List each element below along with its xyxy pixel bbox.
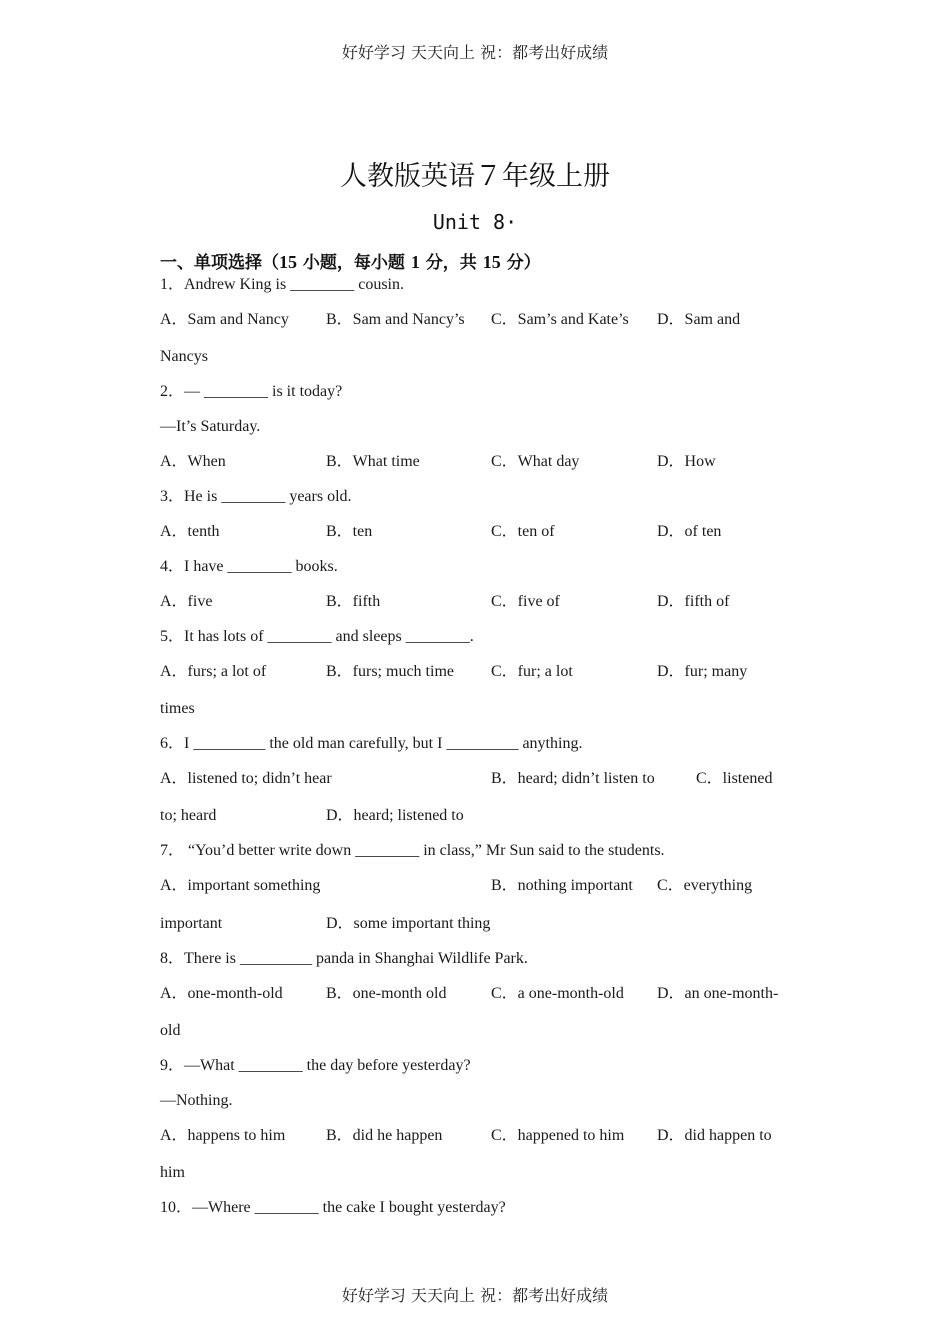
- q5-option-d-cont: times: [160, 700, 195, 717]
- q4-option-a: A．five: [160, 593, 213, 610]
- question-9: 9．—What ________ the day before yesterday?: [160, 1057, 471, 1074]
- q2-response: —It’s Saturday.: [160, 418, 261, 435]
- q9-option-a: A．happens to him: [160, 1127, 286, 1144]
- q9-option-d: D．did happen to: [657, 1127, 772, 1144]
- q2-option-a: A．When: [160, 453, 226, 470]
- question-8: 8．There is _________ panda in Shanghai Wildlife Park.: [160, 950, 528, 967]
- q5-option-a: A．furs; a lot of: [160, 663, 267, 680]
- q6-option-b: B．heard; didn’t listen to: [491, 770, 655, 787]
- q2-option-d: D．How: [657, 453, 716, 470]
- q2-option-c: C．What day: [491, 453, 580, 470]
- q3-option-b: B．ten: [326, 523, 373, 540]
- question-2: 2．— ________ is it today?: [160, 383, 343, 400]
- q8-option-a: A．one-month-old: [160, 985, 283, 1002]
- q2-option-b: B．What time: [326, 453, 420, 470]
- question-4: 4．I have ________ books.: [160, 558, 338, 575]
- page-header: 好好学习 天天向上 祝：都考出好成绩: [341, 43, 609, 62]
- question-1: 1．Andrew King is ________ cousin.: [160, 276, 404, 293]
- q9-option-d-cont: him: [160, 1164, 185, 1181]
- q1-option-a: A．Sam and Nancy: [160, 311, 289, 328]
- q7-option-a: A．important something: [160, 877, 321, 894]
- q3-option-c: C．ten of: [491, 523, 555, 540]
- q7-option-c: C．everything: [657, 877, 753, 894]
- section-count: 15: [279, 252, 297, 272]
- q6-option-d: D．heard; listened to: [326, 807, 464, 824]
- q8-option-b: B．one-month old: [326, 985, 447, 1002]
- q3-option-d: D．of ten: [657, 523, 722, 540]
- section-total: 15: [482, 252, 501, 272]
- q7-option-c-cont: important: [160, 915, 223, 932]
- q7-option-b: B．nothing important: [491, 877, 633, 894]
- unit-subtitle: Unit 8·: [432, 210, 518, 234]
- q9-option-c: C．happened to him: [491, 1127, 625, 1144]
- question-7: 7． “You’d better write down ________ in class,” Mr Sun said to the students.: [160, 842, 665, 859]
- q8-option-d: D．an one-month-: [657, 985, 779, 1002]
- q1-option-d-cont: Nancys: [160, 348, 208, 365]
- question-10: 10．—Where ________ the cake I bought yesterday?: [160, 1199, 506, 1216]
- page-footer: 好好学习 天天向上 祝：都考出好成绩: [341, 1286, 609, 1305]
- question-3: 3．He is ________ years old.: [160, 488, 352, 505]
- section-heading: [160, 248, 541, 273]
- section-mid1: 小题，每小题: [297, 253, 411, 273]
- q8-option-c: C．a one-month-old: [491, 985, 624, 1002]
- q4-option-c: C．five of: [491, 593, 560, 610]
- q1-option-c: C．Sam’s and Kate’s: [491, 311, 629, 328]
- q3-option-a: A．tenth: [160, 523, 220, 540]
- q1-option-b: B．Sam and Nancy’s: [326, 311, 465, 328]
- question-6: 6．I _________ the old man carefully, but I _________ anything.: [160, 735, 583, 752]
- q5-option-c: C．fur; a lot: [491, 663, 573, 680]
- section-points-each: 1: [410, 252, 420, 272]
- q6-option-c: C．listened: [696, 770, 773, 787]
- document-title: 人教版英语７年级上册: [340, 161, 610, 192]
- q5-option-d: D．fur; many: [657, 663, 748, 680]
- q1-option-d: D．Sam and: [657, 311, 741, 328]
- q7-option-d: D．some important thing: [326, 915, 491, 932]
- section-prefix: 一、单项选择（: [160, 253, 279, 273]
- q4-option-d: D．fifth of: [657, 593, 730, 610]
- q6-option-a: A．listened to; didn’t hear: [160, 770, 332, 787]
- section-suffix: 分）: [500, 253, 541, 273]
- q6-option-c-cont: to; heard: [160, 807, 217, 824]
- question-5: 5．It has lots of ________ and sleeps ________.: [160, 628, 474, 645]
- q4-option-b: B．fifth: [326, 593, 381, 610]
- section-mid2: 分，共: [419, 253, 483, 273]
- q8-option-d-cont: old: [160, 1022, 181, 1039]
- q5-option-b: B．furs; much time: [326, 663, 454, 680]
- q9-option-b: B．did he happen: [326, 1127, 443, 1144]
- q9-response: —Nothing.: [160, 1092, 233, 1109]
